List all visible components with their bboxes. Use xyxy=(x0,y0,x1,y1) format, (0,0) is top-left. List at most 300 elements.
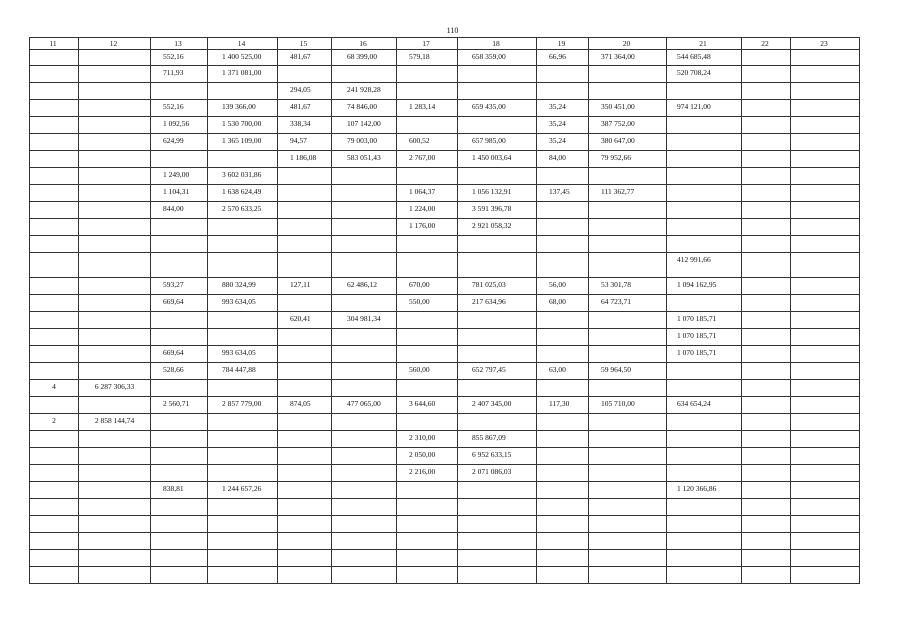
cell-col-13: 2 560,71 xyxy=(151,397,208,414)
cell-col-23 xyxy=(791,465,860,482)
table-row xyxy=(30,482,860,499)
cell-col-17 xyxy=(397,83,458,100)
table-row xyxy=(30,499,860,516)
cell-col-23 xyxy=(791,380,860,397)
cell-col-23 xyxy=(791,397,860,414)
cell-col-18: 2 921 058,32 xyxy=(458,219,537,236)
cell-col-19: 35,24 xyxy=(537,100,589,117)
cell-col-18: 3 591 396,78 xyxy=(458,202,537,219)
cell-col-21 xyxy=(667,151,742,168)
cell-col-18: 1 450 003,64 xyxy=(458,151,537,168)
cell-col-11 xyxy=(30,168,79,185)
cell-col-19 xyxy=(537,329,589,346)
cell-col-14: 784 447,88 xyxy=(208,363,278,380)
cell-col-17 xyxy=(397,482,458,499)
cell-col-16 xyxy=(332,567,397,584)
cell-col-17 xyxy=(397,567,458,584)
cell-col-17 xyxy=(397,236,458,253)
cell-col-21 xyxy=(667,431,742,448)
cell-col-14 xyxy=(208,567,278,584)
cell-col-13 xyxy=(151,499,208,516)
cell-col-11 xyxy=(30,202,79,219)
cell-col-17 xyxy=(397,329,458,346)
cell-col-20 xyxy=(589,516,667,533)
table-row xyxy=(30,83,860,100)
cell-col-20: 387 752,00 xyxy=(589,117,667,134)
cell-col-16: 68 399,00 xyxy=(332,50,397,66)
cell-col-11 xyxy=(30,50,79,66)
column-header-14: 14 xyxy=(208,38,278,50)
cell-col-15 xyxy=(278,202,332,219)
cell-col-13 xyxy=(151,533,208,550)
cell-col-14: 2 570 633,25 xyxy=(208,202,278,219)
cell-col-21 xyxy=(667,465,742,482)
cell-col-22 xyxy=(742,185,791,202)
cell-col-21 xyxy=(667,219,742,236)
cell-col-16 xyxy=(332,482,397,499)
cell-col-21: 974 121,00 xyxy=(667,100,742,117)
cell-col-11 xyxy=(30,533,79,550)
cell-col-23 xyxy=(791,516,860,533)
table-row xyxy=(30,236,860,253)
cell-col-13: 844,00 xyxy=(151,202,208,219)
header-row xyxy=(30,38,860,50)
cell-col-14: 2 857 779,00 xyxy=(208,397,278,414)
cell-col-17: 1 176,00 xyxy=(397,219,458,236)
cell-col-21 xyxy=(667,236,742,253)
cell-col-20: 111 362,77 xyxy=(589,185,667,202)
cell-col-13: 552,16 xyxy=(151,100,208,117)
cell-col-16 xyxy=(332,66,397,83)
cell-col-16 xyxy=(332,516,397,533)
cell-col-19 xyxy=(537,66,589,83)
cell-col-17 xyxy=(397,66,458,83)
cell-col-14: 993 634,05 xyxy=(208,346,278,363)
cell-col-22 xyxy=(742,448,791,465)
cell-col-22 xyxy=(742,550,791,567)
cell-col-23 xyxy=(791,202,860,219)
cell-col-15: 874,05 xyxy=(278,397,332,414)
cell-col-22 xyxy=(742,346,791,363)
cell-col-22 xyxy=(742,482,791,499)
cell-col-19 xyxy=(537,499,589,516)
cell-col-20 xyxy=(589,448,667,465)
cell-col-11 xyxy=(30,219,79,236)
cell-col-19: 66,96 xyxy=(537,50,589,66)
cell-col-13 xyxy=(151,448,208,465)
cell-col-13 xyxy=(151,253,208,278)
cell-col-16: 107 142,00 xyxy=(332,117,397,134)
cell-col-12 xyxy=(79,253,151,278)
cell-col-17 xyxy=(397,414,458,431)
cell-col-11 xyxy=(30,482,79,499)
cell-col-18 xyxy=(458,499,537,516)
cell-col-18 xyxy=(458,236,537,253)
cell-col-22 xyxy=(742,380,791,397)
column-header-23: 23 xyxy=(791,38,860,50)
cell-col-19 xyxy=(537,448,589,465)
cell-col-15: 294,05 xyxy=(278,83,332,100)
cell-col-19 xyxy=(537,482,589,499)
cell-col-22 xyxy=(742,66,791,83)
cell-col-16: 62 486,12 xyxy=(332,278,397,295)
table-row xyxy=(30,567,860,584)
cell-col-15: 94,57 xyxy=(278,134,332,151)
cell-col-21 xyxy=(667,380,742,397)
cell-col-20: 105 710,00 xyxy=(589,397,667,414)
cell-col-20: 53 301,78 xyxy=(589,278,667,295)
table-row xyxy=(30,134,860,151)
cell-col-19: 56,00 xyxy=(537,278,589,295)
cell-col-22 xyxy=(742,533,791,550)
cell-col-12 xyxy=(79,533,151,550)
cell-col-15 xyxy=(278,236,332,253)
cell-col-18 xyxy=(458,516,537,533)
cell-col-18 xyxy=(458,414,537,431)
cell-col-13 xyxy=(151,236,208,253)
cell-col-11 xyxy=(30,83,79,100)
cell-col-11 xyxy=(30,185,79,202)
cell-col-20 xyxy=(589,465,667,482)
cell-col-13: 528,66 xyxy=(151,363,208,380)
cell-col-23 xyxy=(791,533,860,550)
cell-col-12 xyxy=(79,100,151,117)
cell-col-14 xyxy=(208,83,278,100)
cell-col-17: 550,00 xyxy=(397,295,458,312)
cell-col-17: 3 644,60 xyxy=(397,397,458,414)
cell-col-14: 1 638 624,49 xyxy=(208,185,278,202)
cell-col-22 xyxy=(742,431,791,448)
cell-col-15: 481,67 xyxy=(278,50,332,66)
cell-col-17 xyxy=(397,312,458,329)
table-row xyxy=(30,448,860,465)
cell-col-15: 1 186,08 xyxy=(278,151,332,168)
cell-col-20: 59 964,50 xyxy=(589,363,667,380)
cell-col-11 xyxy=(30,346,79,363)
cell-col-16 xyxy=(332,380,397,397)
table-row xyxy=(30,117,860,134)
table-row xyxy=(30,168,860,185)
cell-col-12: 2 858 144,74 xyxy=(79,414,151,431)
cell-col-21: 544 685,48 xyxy=(667,50,742,66)
cell-col-23 xyxy=(791,66,860,83)
cell-col-22 xyxy=(742,202,791,219)
cell-col-11 xyxy=(30,66,79,83)
cell-col-15 xyxy=(278,465,332,482)
cell-col-18: 658 359,00 xyxy=(458,50,537,66)
cell-col-15 xyxy=(278,363,332,380)
cell-col-23 xyxy=(791,346,860,363)
cell-col-19 xyxy=(537,431,589,448)
cell-col-12 xyxy=(79,66,151,83)
cell-col-20 xyxy=(589,567,667,584)
cell-col-14 xyxy=(208,533,278,550)
cell-col-20 xyxy=(589,431,667,448)
cell-col-21 xyxy=(667,83,742,100)
cell-col-17: 2 310,00 xyxy=(397,431,458,448)
cell-col-12 xyxy=(79,499,151,516)
cell-col-11 xyxy=(30,117,79,134)
cell-col-20 xyxy=(589,414,667,431)
cell-col-11 xyxy=(30,278,79,295)
cell-col-23 xyxy=(791,312,860,329)
cell-col-21 xyxy=(667,363,742,380)
cell-col-19: 35,24 xyxy=(537,117,589,134)
cell-col-16 xyxy=(332,448,397,465)
cell-col-21 xyxy=(667,185,742,202)
cell-col-23 xyxy=(791,499,860,516)
cell-col-20 xyxy=(589,533,667,550)
cell-col-11 xyxy=(30,516,79,533)
column-header-21: 21 xyxy=(667,38,742,50)
cell-col-15: 338,34 xyxy=(278,117,332,134)
cell-col-13: 624,99 xyxy=(151,134,208,151)
cell-col-19 xyxy=(537,465,589,482)
cell-col-16 xyxy=(332,219,397,236)
column-header-19: 19 xyxy=(537,38,589,50)
cell-col-14 xyxy=(208,431,278,448)
cell-col-19 xyxy=(537,346,589,363)
table-row xyxy=(30,50,860,66)
cell-col-16 xyxy=(332,465,397,482)
cell-col-15 xyxy=(278,66,332,83)
cell-col-17: 600,52 xyxy=(397,134,458,151)
cell-col-19 xyxy=(537,83,589,100)
cell-col-19 xyxy=(537,236,589,253)
cell-col-12 xyxy=(79,346,151,363)
cell-col-14: 993 634,05 xyxy=(208,295,278,312)
cell-col-20 xyxy=(589,550,667,567)
cell-col-11 xyxy=(30,499,79,516)
cell-col-20: 380 647,00 xyxy=(589,134,667,151)
cell-col-16 xyxy=(332,185,397,202)
cell-col-16 xyxy=(332,363,397,380)
cell-col-23 xyxy=(791,219,860,236)
cell-col-13 xyxy=(151,329,208,346)
data-table xyxy=(29,37,860,584)
table-row xyxy=(30,253,860,278)
cell-col-17: 2 050,00 xyxy=(397,448,458,465)
table-row xyxy=(30,363,860,380)
table-row xyxy=(30,151,860,168)
cell-col-20 xyxy=(589,66,667,83)
cell-col-22 xyxy=(742,253,791,278)
cell-col-12 xyxy=(79,295,151,312)
table-row xyxy=(30,278,860,295)
cell-col-22 xyxy=(742,236,791,253)
cell-col-23 xyxy=(791,83,860,100)
cell-col-19 xyxy=(537,219,589,236)
cell-col-20 xyxy=(589,329,667,346)
cell-col-13: 552,16 xyxy=(151,50,208,66)
cell-col-18: 855 867,09 xyxy=(458,431,537,448)
cell-col-18 xyxy=(458,329,537,346)
cell-col-14: 1 400 525,00 xyxy=(208,50,278,66)
cell-col-19 xyxy=(537,414,589,431)
cell-col-12 xyxy=(79,516,151,533)
cell-col-19: 63,00 xyxy=(537,363,589,380)
cell-col-17 xyxy=(397,533,458,550)
cell-col-15 xyxy=(278,414,332,431)
cell-col-13: 669,64 xyxy=(151,295,208,312)
table-row xyxy=(30,431,860,448)
cell-col-23 xyxy=(791,448,860,465)
cell-col-22 xyxy=(742,363,791,380)
cell-col-19 xyxy=(537,202,589,219)
cell-col-17: 1 224,00 xyxy=(397,202,458,219)
cell-col-19: 35,24 xyxy=(537,134,589,151)
cell-col-21: 1 070 185,71 xyxy=(667,346,742,363)
cell-col-18: 1 056 132,91 xyxy=(458,185,537,202)
cell-col-12 xyxy=(79,312,151,329)
cell-col-23 xyxy=(791,482,860,499)
cell-col-11 xyxy=(30,465,79,482)
cell-col-17 xyxy=(397,380,458,397)
table-row xyxy=(30,516,860,533)
cell-col-13 xyxy=(151,567,208,584)
cell-col-18 xyxy=(458,567,537,584)
cell-col-21 xyxy=(667,414,742,431)
cell-col-23 xyxy=(791,550,860,567)
cell-col-20: 64 723,71 xyxy=(589,295,667,312)
column-header-20: 20 xyxy=(589,38,667,50)
page-number: 110 xyxy=(446,26,459,35)
cell-col-20 xyxy=(589,236,667,253)
cell-col-12 xyxy=(79,134,151,151)
cell-col-15 xyxy=(278,499,332,516)
cell-col-21 xyxy=(667,448,742,465)
cell-col-15 xyxy=(278,431,332,448)
cell-col-17: 670,00 xyxy=(397,278,458,295)
cell-col-20 xyxy=(589,168,667,185)
cell-col-15 xyxy=(278,253,332,278)
cell-col-22 xyxy=(742,83,791,100)
cell-col-14 xyxy=(208,414,278,431)
cell-col-12 xyxy=(79,550,151,567)
cell-col-14: 1 365 109,00 xyxy=(208,134,278,151)
cell-col-17: 579,18 xyxy=(397,50,458,66)
cell-col-11 xyxy=(30,550,79,567)
cell-col-11 xyxy=(30,329,79,346)
cell-col-15 xyxy=(278,219,332,236)
cell-col-21: 1 094 162,95 xyxy=(667,278,742,295)
cell-col-22 xyxy=(742,50,791,66)
cell-col-18: 6 952 633,15 xyxy=(458,448,537,465)
cell-col-23 xyxy=(791,50,860,66)
cell-col-16: 583 051,43 xyxy=(332,151,397,168)
cell-col-16 xyxy=(332,236,397,253)
cell-col-14 xyxy=(208,516,278,533)
cell-col-22 xyxy=(742,567,791,584)
cell-col-23 xyxy=(791,185,860,202)
cell-col-19 xyxy=(537,567,589,584)
cell-col-18: 2 407 345,00 xyxy=(458,397,537,414)
column-header-15: 15 xyxy=(278,38,332,50)
cell-col-23 xyxy=(791,100,860,117)
cell-col-20 xyxy=(589,312,667,329)
cell-col-18 xyxy=(458,168,537,185)
cell-col-13 xyxy=(151,431,208,448)
cell-col-15 xyxy=(278,482,332,499)
column-header-22: 22 xyxy=(742,38,791,50)
cell-col-18: 217 634,96 xyxy=(458,295,537,312)
cell-col-13 xyxy=(151,219,208,236)
table-row xyxy=(30,465,860,482)
cell-col-18: 657 985,00 xyxy=(458,134,537,151)
cell-col-21 xyxy=(667,202,742,219)
cell-col-19 xyxy=(537,516,589,533)
table-row xyxy=(30,346,860,363)
cell-col-22 xyxy=(742,465,791,482)
cell-col-23 xyxy=(791,253,860,278)
cell-col-11 xyxy=(30,253,79,278)
cell-col-11 xyxy=(30,397,79,414)
table-row xyxy=(30,380,860,397)
cell-col-20 xyxy=(589,380,667,397)
cell-col-17: 2 767,00 xyxy=(397,151,458,168)
cell-col-12 xyxy=(79,465,151,482)
column-header-16: 16 xyxy=(332,38,397,50)
cell-col-12 xyxy=(79,431,151,448)
cell-col-19 xyxy=(537,380,589,397)
table-row xyxy=(30,397,860,414)
cell-col-17 xyxy=(397,168,458,185)
cell-col-14: 1 530 700,00 xyxy=(208,117,278,134)
cell-col-15: 481,67 xyxy=(278,100,332,117)
cell-col-21 xyxy=(667,533,742,550)
cell-col-18 xyxy=(458,482,537,499)
cell-col-14: 139 366,00 xyxy=(208,100,278,117)
cell-col-11 xyxy=(30,295,79,312)
cell-col-12 xyxy=(79,83,151,100)
cell-col-15 xyxy=(278,346,332,363)
table-row xyxy=(30,66,860,83)
cell-col-18: 2 071 086,03 xyxy=(458,465,537,482)
cell-col-18: 652 797,45 xyxy=(458,363,537,380)
cell-col-14 xyxy=(208,448,278,465)
cell-col-12 xyxy=(79,236,151,253)
cell-col-22 xyxy=(742,278,791,295)
cell-col-15 xyxy=(278,329,332,346)
column-header-12: 12 xyxy=(79,38,151,50)
cell-col-11 xyxy=(30,100,79,117)
cell-col-22 xyxy=(742,100,791,117)
cell-col-18: 659 435,00 xyxy=(458,100,537,117)
cell-col-22 xyxy=(742,414,791,431)
cell-col-12 xyxy=(79,202,151,219)
table-row xyxy=(30,550,860,567)
cell-col-22 xyxy=(742,117,791,134)
cell-col-19: 68,00 xyxy=(537,295,589,312)
cell-col-21 xyxy=(667,134,742,151)
cell-col-12 xyxy=(79,117,151,134)
cell-col-20 xyxy=(589,219,667,236)
cell-col-18 xyxy=(458,312,537,329)
cell-col-12 xyxy=(79,482,151,499)
cell-col-23 xyxy=(791,567,860,584)
cell-col-18 xyxy=(458,66,537,83)
cell-col-20 xyxy=(589,83,667,100)
cell-col-14 xyxy=(208,465,278,482)
cell-col-20: 79 952,66 xyxy=(589,151,667,168)
cell-col-20: 371 364,00 xyxy=(589,50,667,66)
cell-col-21: 520 708,24 xyxy=(667,66,742,83)
table-row xyxy=(30,295,860,312)
table-row xyxy=(30,100,860,117)
table-row xyxy=(30,329,860,346)
cell-col-13 xyxy=(151,550,208,567)
cell-col-17: 560,00 xyxy=(397,363,458,380)
